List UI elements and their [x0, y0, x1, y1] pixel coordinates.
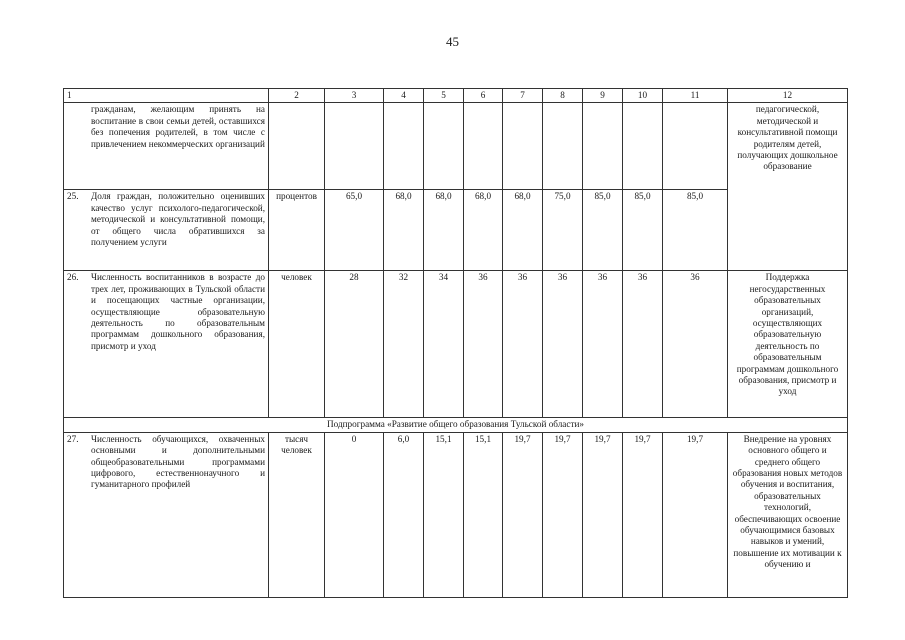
- value-cell: 19,7: [623, 432, 663, 597]
- value-cell: 32: [384, 271, 424, 418]
- value-cell: 68,0: [503, 190, 543, 271]
- value-cell: 75,0: [543, 190, 583, 271]
- value-cell: 19,7: [503, 432, 543, 597]
- value-cell: 85,0: [663, 190, 728, 271]
- unit-cell: процентов: [269, 190, 325, 271]
- header-cell: 6: [464, 89, 503, 103]
- table-row: [64, 432, 848, 597]
- subprogram-row: [64, 418, 848, 432]
- indicator-cell: [64, 271, 269, 418]
- value-cell: 34: [424, 271, 464, 418]
- row-number: 26.: [67, 272, 79, 283]
- table-row: [64, 103, 848, 190]
- value-cell: 65,0: [325, 190, 384, 271]
- indicators-table: [63, 88, 848, 598]
- value-cell: 19,7: [663, 432, 728, 597]
- indicator-cell: [64, 432, 269, 597]
- measure-cell: Внедрение на уровнях основного общего и среднего общего образования новых методов обучения и воспитания, образовательных технологий, обеспечивающих освоение обучающимися базовых навыков и умений, повышение их мотивации к обучению и: [728, 432, 848, 597]
- measure-cell: педагогической, методической и консультативной помощи родителям детей, получающих дошкольное образование: [728, 103, 848, 271]
- indicator-name: Численность воспитанников в возрасте до трех лет, проживающих в Тульской области и посещающих частные организации, осуществляющие образовательную деятельность по образовательным программам дошкольного образования, присмотр и уход: [91, 272, 265, 351]
- header-cell: 4: [384, 89, 424, 103]
- measure-cell: Поддержка негосударственных образовательных организаций, осуществляющих образовательную деятельность по образовательным программам дошкольного образования, присмотр и уход: [728, 271, 848, 418]
- value-cell: 36: [503, 271, 543, 418]
- value-cell: 19,7: [543, 432, 583, 597]
- row-number: 25.: [67, 191, 79, 202]
- header-cell: 11: [663, 89, 728, 103]
- value-cell: 19,7: [583, 432, 623, 597]
- header-cell: 1: [64, 89, 269, 103]
- value-cell: 0: [325, 432, 384, 597]
- header-cell: 9: [583, 89, 623, 103]
- value-cell: 68,0: [384, 190, 424, 271]
- table-row: [64, 271, 848, 418]
- indicator-name: Численность обучающихся, охваченных основными и дополнительными общеобразовательными программами цифрового, естественнонаучного и гуманитарного профилей: [91, 433, 265, 490]
- indicator-cell: [64, 190, 269, 271]
- header-cell: 10: [623, 89, 663, 103]
- value-cell: 36: [583, 271, 623, 418]
- value-cell: 15,1: [424, 432, 464, 597]
- value-cell: 36: [464, 271, 503, 418]
- value-cell: 36: [543, 271, 583, 418]
- header-cell: 7: [503, 89, 543, 103]
- header-row: [64, 89, 848, 103]
- value-cell: 85,0: [583, 190, 623, 271]
- value-cell: 36: [663, 271, 728, 418]
- header-cell: 3: [325, 89, 384, 103]
- unit-cell: человек: [269, 271, 325, 418]
- header-cell: 2: [269, 89, 325, 103]
- header-cell: 12: [728, 89, 848, 103]
- value-cell: 28: [325, 271, 384, 418]
- value-cell: 36: [623, 271, 663, 418]
- value-cell: 15,1: [464, 432, 503, 597]
- value-cell: 68,0: [464, 190, 503, 271]
- value-cell: 68,0: [424, 190, 464, 271]
- header-cell: 8: [543, 89, 583, 103]
- unit-cell: тысяч человек: [269, 432, 325, 597]
- value-cell: 85,0: [623, 190, 663, 271]
- indicator-name: Доля граждан, положительно оценивших качество услуг психолого-педагогической, методической и консультативной помощи, от общего числа обратившихся за получением услуги: [91, 191, 265, 248]
- row-number: 27.: [67, 433, 79, 444]
- indicator-name: гражданам, желающим принять на воспитание в свои семьи детей, оставшихся без попечения родителей, в том числе с привлечением некоммерческих организаций: [64, 103, 269, 190]
- subprogram-title: Подпрограмма «Развитие общего образования Тульской области»: [64, 418, 848, 432]
- page-number: 45: [446, 34, 459, 49]
- value-cell: 6,0: [384, 432, 424, 597]
- header-cell: 5: [424, 89, 464, 103]
